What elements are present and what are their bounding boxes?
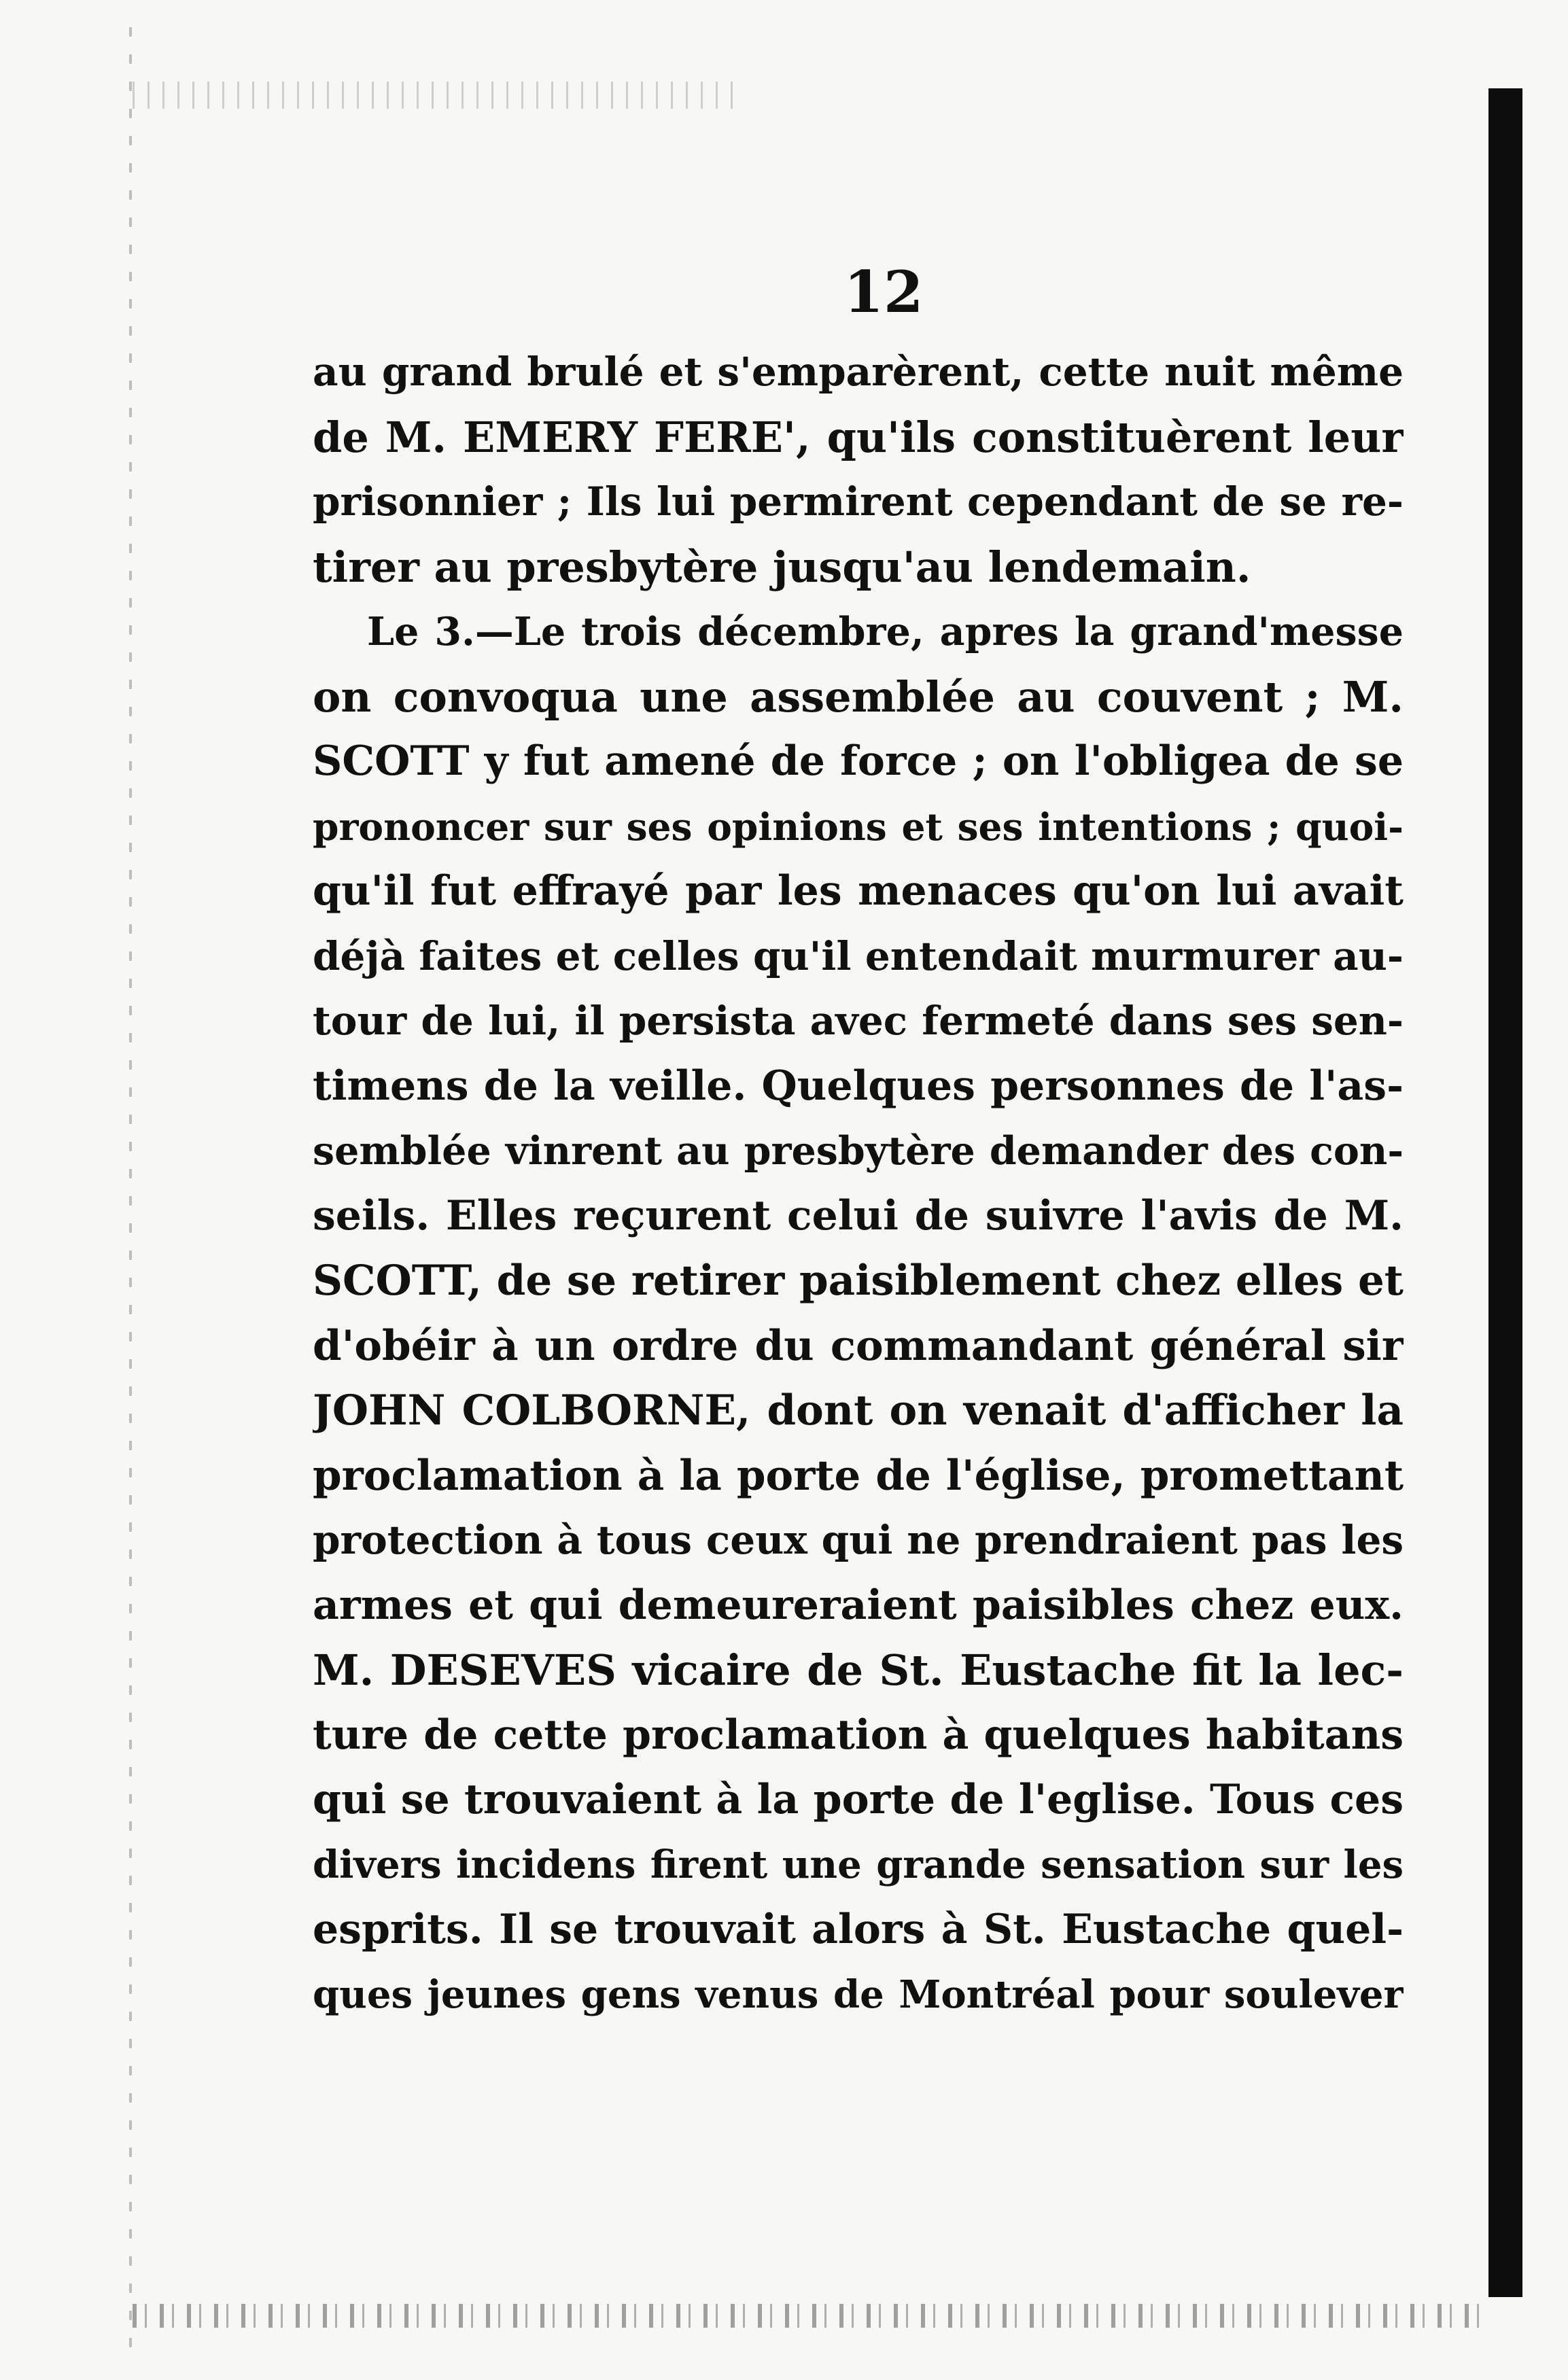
text-line: proclamation à la porte de l'église, promettant — [313, 1451, 1404, 1500]
text-line: esprits. Il se trouvait alors à St. Eustache quel- — [313, 1906, 1404, 1953]
text-line: de M. EMERY FERE', qu'ils constituèrent leur — [313, 412, 1404, 462]
text-line: SCOTT y fut amené de force ; on l'obligea de se — [313, 737, 1404, 785]
text-line: tirer au presbytère jusqu'au lendemain. — [313, 542, 1251, 592]
scan-noise-bottom — [133, 2304, 1492, 2328]
text-line: armes et qui demeureraient paisibles chez eux. — [313, 1581, 1404, 1629]
text-line: divers incidens firent une grande sensation sur les — [313, 1842, 1404, 1887]
text-line: JOHN COLBORNE, dont on venait d'afficher la — [313, 1386, 1404, 1435]
body-text — [313, 340, 1404, 2027]
text-line: déjà faites et celles qu'il entendait murmurer au- — [313, 932, 1404, 979]
text-line: au grand brulé et s'emparèrent, cette nuit même — [313, 349, 1404, 395]
scan-spine-bar — [1488, 88, 1522, 2297]
text-line: semblée vinrent au presbytère demander des con- — [313, 1128, 1404, 1174]
text-line: d'obéir à un ordre du commandant général sir — [313, 1321, 1404, 1370]
text-line: prisonnier ; Ils lui permirent cependant de se re- — [313, 478, 1404, 525]
text-line: SCOTT, de se retirer paisiblement chez elles et — [313, 1257, 1404, 1305]
text-line: qu'il fut effrayé par les menaces qu'on lui avait — [313, 867, 1404, 915]
text-line: protection à tous ceux qui ne prendraient pas les — [313, 1517, 1404, 1563]
text-line: on convoqua une assemblée au couvent ; M. — [313, 671, 1404, 722]
scan-noise-top — [133, 82, 744, 109]
text-line: ques jeunes gens venus de Montréal pour soulever — [313, 1972, 1404, 2017]
text-line: prononcer sur ses opinions et ses intentions ; quoi- — [313, 804, 1404, 849]
page-number: 12 — [843, 258, 924, 326]
text-line: tour de lui, il persista avec fermeté dans ses sen- — [313, 998, 1404, 1044]
text-line: qui se trouvaient à la porte de l'eglise. Tous ces — [313, 1776, 1404, 1823]
text-line: seils. Elles reçurent celui de suivre l'avis de M. — [313, 1191, 1404, 1240]
text-line: timens de la veille. Quelques personnes de l'as- — [313, 1062, 1404, 1110]
text-line: ture de cette proclamation à quelques habitans — [313, 1711, 1404, 1759]
page-edge-shadow — [129, 27, 132, 2365]
text-line: M. DESEVES vicaire de St. Eustache fit la lec- — [313, 1645, 1404, 1695]
text-line: Le 3.—Le trois décembre, apres la grand'messe — [367, 609, 1404, 654]
